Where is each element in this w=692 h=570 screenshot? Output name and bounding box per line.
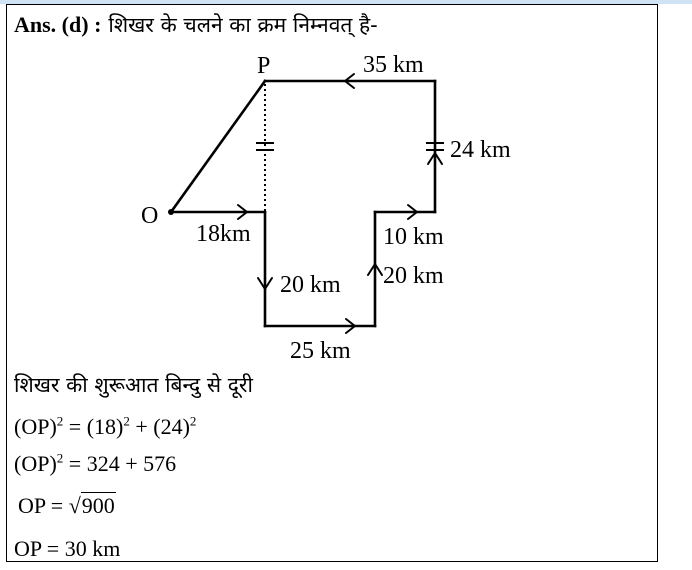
answer-prefix: Ans. (d) :: [14, 12, 102, 37]
eq1-lhs: (OP): [14, 414, 57, 439]
eq3-radicand: 900: [81, 493, 115, 518]
eq1-exp1: 2: [123, 413, 130, 429]
eq1-exp2: 2: [189, 413, 197, 429]
label-east-25: 25 km: [290, 338, 351, 364]
equation-2: [14, 451, 176, 477]
label-north-20: 20 km: [383, 263, 444, 289]
eq3-lhs: OP =: [18, 493, 69, 518]
solution-caption: शिखर की शुरूआत बिन्दु से दूरी: [14, 373, 253, 397]
answer-intro-text: शिखर के चलने का क्रम निम्नवत् है-: [108, 13, 378, 37]
eq2-lhs-exp: 2: [56, 450, 64, 466]
equation-4: OP = 30 km: [14, 536, 121, 561]
eq2-lhs: (OP): [14, 451, 57, 476]
label-west-35: 35 km: [363, 52, 424, 78]
label-p: P: [257, 53, 271, 79]
label-o: O: [141, 203, 159, 229]
eq1-term2: + (24): [129, 414, 190, 439]
sqrt-icon: √: [68, 493, 81, 518]
point-o-dot: [168, 209, 174, 215]
equation-3: [18, 493, 116, 519]
label-east-10: 10 km: [383, 224, 444, 250]
eq2-rhs: = 324 + 576: [63, 451, 177, 476]
eq1-lhs-exp: 2: [56, 413, 64, 429]
label-north-24: 24 km: [450, 137, 511, 163]
label-east-18: 18km: [196, 221, 251, 247]
equation-1: [14, 414, 196, 440]
eq1-term1: = (18): [63, 414, 124, 439]
path-o-to-p: [171, 81, 265, 212]
label-south-20: 20 km: [280, 272, 341, 298]
